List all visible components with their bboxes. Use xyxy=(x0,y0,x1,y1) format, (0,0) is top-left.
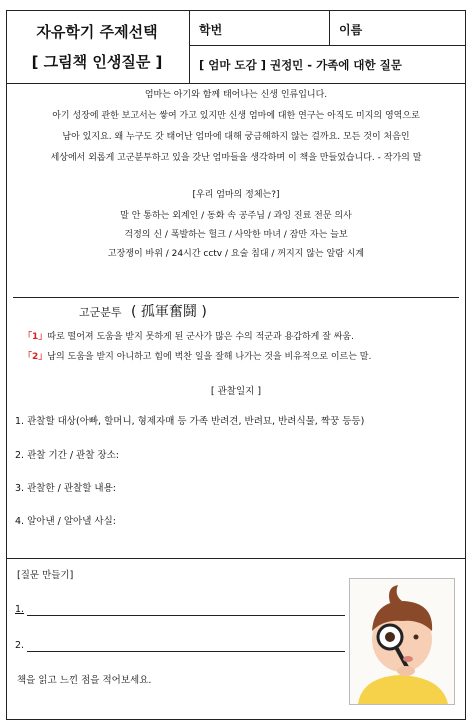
vocab-word xyxy=(79,301,207,321)
journal-item: 2. 관찰 기간 / 관찰 장소: xyxy=(15,450,119,461)
identity-line: 고장쟁이 바위 / 24시간 cctv / 요술 침대 / 꺼지지 않는 알람 시계 xyxy=(107,249,365,259)
question-2-number: 2. xyxy=(15,640,25,651)
name-label: 이름 xyxy=(339,23,363,37)
vocab-hanja: ( 孤軍奮鬪 ) xyxy=(131,304,207,320)
section-divider xyxy=(13,297,459,298)
def-text: 따로 떨어져 도움을 받지 못하게 된 군사가 많은 수의 적군과 용감하게 잘 싸움. xyxy=(47,332,354,342)
journal-heading: [ 관찰일지 ] xyxy=(210,386,262,397)
identity-list xyxy=(7,207,465,264)
child-magnifier-image xyxy=(350,579,454,704)
book-info: [ 엄마 도감 ] 권정민 - 가족에 대한 질문 xyxy=(199,58,402,72)
question-2-line[interactable] xyxy=(27,651,345,652)
questions-heading: [질문 만들기] xyxy=(17,570,74,581)
journal-item: 1. 관찰할 대상(아빠, 할머니, 형제자매 등 가족 반려견, 반려묘, 반려식물, 짝꿍 등등) xyxy=(15,416,365,427)
author-note-line: 남아 있지요. 왜 누구도 갓 태어난 엄마에 대해 궁금해하지 않는 걸까요. 모든 것이 처음인 xyxy=(62,132,410,142)
question-1-number: 1. xyxy=(15,604,25,615)
journal-item: 3. 관찰한 / 관찰할 내용: xyxy=(15,483,116,494)
identity-line: 말 안 통하는 외계인 / 동화 속 공주님 / 과잉 진료 전문 의사 xyxy=(120,211,352,221)
author-note-line: 아기 성장에 관한 보고서는 쌓여 가고 있지만 신생 엄마에 대한 연구는 아직도 미지의 영역으로 xyxy=(52,111,420,121)
identity-line: 걱정의 신 / 폭발하는 헐크 / 사악한 마녀 / 잠만 자는 늘보 xyxy=(124,230,348,240)
def-number: 「2」 xyxy=(23,352,48,362)
name-col-divider xyxy=(329,11,330,45)
vocab-term: 고군분투 xyxy=(79,306,122,319)
book-illustration xyxy=(349,578,455,705)
def-number: 「1」 xyxy=(23,332,48,342)
vocab-definition-2 xyxy=(23,349,371,362)
header-row-divider xyxy=(189,45,465,46)
header-col-divider xyxy=(189,11,190,83)
questions-divider xyxy=(7,558,465,559)
author-note xyxy=(7,85,465,169)
vocab-definition-1 xyxy=(23,329,354,342)
def-text: 남의 도움을 받지 아니하고 힘에 벅찬 일을 잘해 나가는 것을 비유적으로 이르는 말. xyxy=(47,352,372,362)
course-title: 자유학기 주제선택 xyxy=(36,23,158,41)
reflection-prompt: 책을 읽고 느낀 점을 적어보세요. xyxy=(17,675,152,686)
author-note-line: 엄마는 아기와 함께 태어나는 신생 인류입니다. xyxy=(144,90,328,100)
course-subtitle: [ 그림책 인생질문 ] xyxy=(31,53,163,71)
journal-item: 4. 알아낸 / 알아낼 사실: xyxy=(15,516,116,527)
header-divider xyxy=(7,83,465,84)
question-1-line[interactable] xyxy=(27,615,345,616)
identity-heading: [우리 엄마의 정체는?] xyxy=(192,190,280,200)
student-id-label: 학번 xyxy=(199,23,223,37)
author-note-line: 세상에서 외롭게 고군분투하고 있을 갓난 엄마들을 생각하며 이 책을 만들었습니다. - 작가의 말 xyxy=(50,153,422,163)
